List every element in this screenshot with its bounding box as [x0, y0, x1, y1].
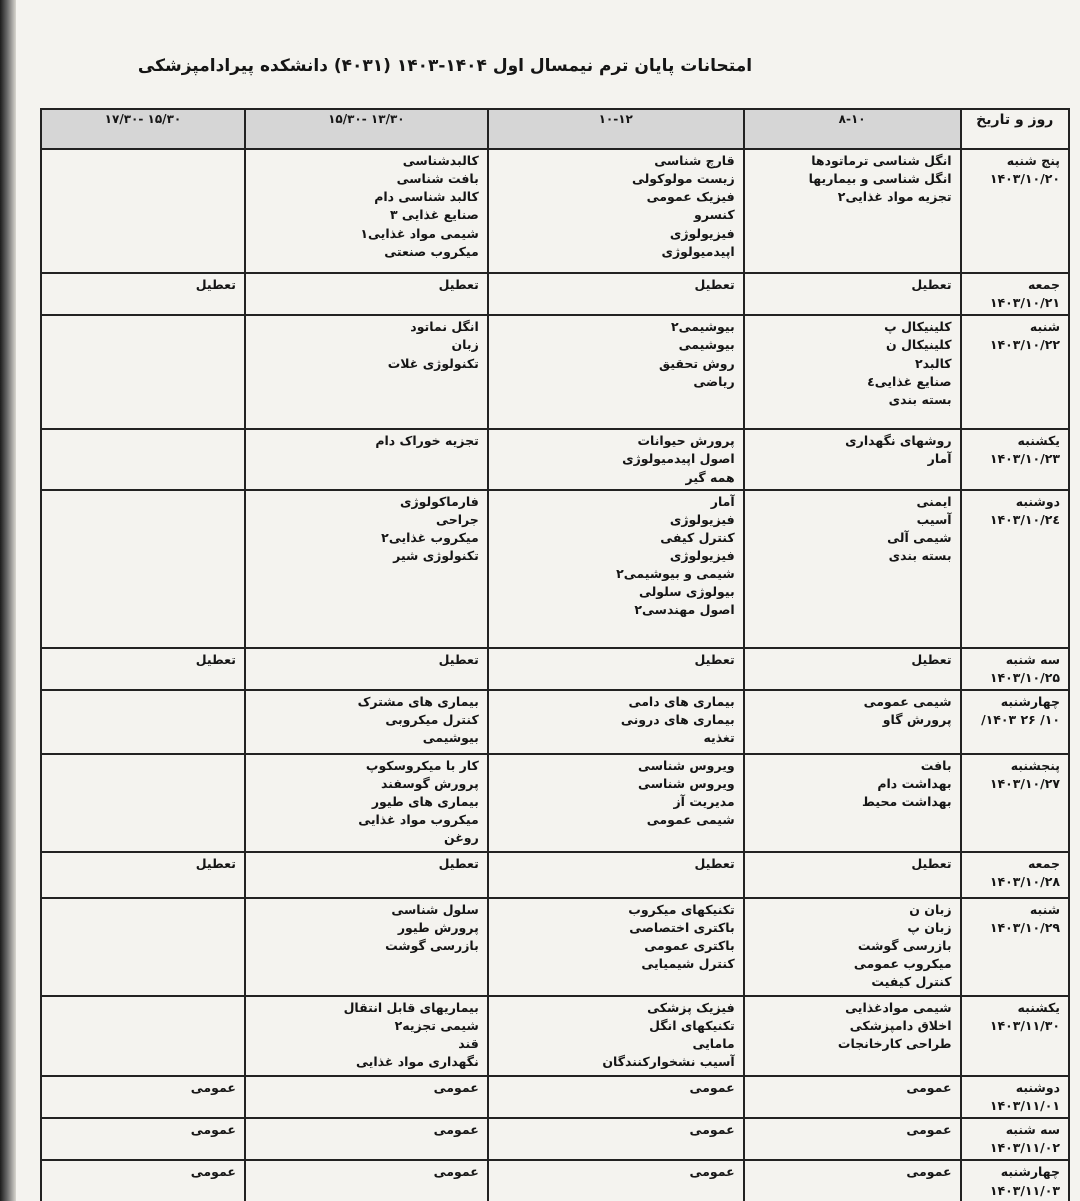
- slot-3-cell: [245, 754, 488, 852]
- slot-4-cell: [41, 754, 245, 852]
- table-row: [41, 852, 1069, 898]
- course-entry: بیماری های درونی: [620, 712, 735, 727]
- course-entry: آسیب: [916, 511, 952, 527]
- slot-2-cell: [488, 490, 744, 648]
- slot-2-cell: [488, 315, 744, 429]
- slot-4-cell: [41, 490, 245, 648]
- course-entry: انگل شناسی و بیماریها: [808, 171, 952, 187]
- course-entry: عمومی: [906, 1164, 952, 1180]
- slot-3-cell: [245, 1118, 488, 1160]
- course-entry: زیست مولوکولی: [631, 171, 735, 187]
- slot-4-cell: [41, 149, 245, 273]
- course-entry: تعطیل: [911, 277, 952, 292]
- course-entry: بیولوژی سلولی: [638, 584, 735, 600]
- slot-1-cell: [744, 1160, 961, 1201]
- day-name: دوشنبه: [1015, 493, 1060, 509]
- course-entry: ویروس شناسی: [638, 776, 735, 791]
- course-entry: فیزیک عمومی: [646, 189, 735, 205]
- slot-2-cell: [488, 273, 744, 315]
- course-entry: همه گیر: [685, 469, 735, 485]
- slot-2-cell: [488, 996, 744, 1076]
- course-entry: پرورش حیوانات: [637, 433, 735, 449]
- day-date-cell: [961, 149, 1069, 273]
- schedule-body: [41, 149, 1069, 1201]
- table-row: [41, 429, 1069, 489]
- course-entry: فیزیولوژی: [669, 548, 735, 563]
- slot-1-cell: [744, 648, 961, 690]
- course-entry: نگهداری مواد غذایی: [356, 1054, 479, 1070]
- course-entry: شیمی آلی: [887, 529, 952, 545]
- exam-date: ۱۰/ ۲۶ ۱۴۰۳/: [981, 712, 1060, 727]
- course-entry: شیمی موادغذایی: [845, 999, 952, 1015]
- exam-date: ۱۴۰۳/۱۰/۲۱: [989, 295, 1060, 311]
- day-name: یکشنبه: [1017, 999, 1060, 1015]
- table-row: [41, 315, 1069, 429]
- course-entry: پرورش گوسفند: [381, 776, 479, 791]
- day-date-cell: [961, 690, 1069, 754]
- course-entry: بیماری های مشترک: [357, 693, 479, 709]
- exam-date: ۱۴۰۳/۱۰/۲۷: [989, 776, 1060, 791]
- course-entry: کالبد۲: [914, 355, 952, 371]
- course-entry: عمومی: [689, 1122, 735, 1138]
- course-entry: بسته بندی: [888, 548, 952, 563]
- course-entry: بیوشیمی: [422, 730, 479, 746]
- course-entry: کنسرو: [694, 207, 735, 223]
- course-entry: کنترل کیفی: [660, 529, 735, 545]
- course-entry: انگل شناسی ترماتودها: [811, 153, 952, 168]
- course-entry: تکنیکهای انگل: [649, 1018, 735, 1033]
- course-entry: میکروب غذایی۲: [381, 529, 479, 545]
- course-entry: بافت: [920, 757, 952, 773]
- course-entry: کالبدشناسی: [402, 153, 479, 168]
- header-slot-1: ۸-۱۰: [744, 109, 961, 149]
- course-entry: تعطیل: [694, 651, 735, 667]
- course-entry: صنایع غذایی ۳: [389, 207, 479, 223]
- course-entry: کلینیکال ن: [886, 337, 952, 353]
- course-entry: آمار: [927, 451, 952, 467]
- table-row: [41, 690, 1069, 754]
- slot-4-cell: [41, 690, 245, 754]
- table-row: [41, 996, 1069, 1076]
- course-entry: عمومی: [433, 1122, 479, 1138]
- course-entry: اخلاق دامپزشکی: [849, 1018, 952, 1033]
- slot-3-cell: [245, 648, 488, 690]
- table-row: [41, 898, 1069, 996]
- course-entry: کالبد شناسی دام: [374, 189, 479, 205]
- course-entry: فیزیولوژی: [669, 225, 735, 241]
- course-entry: شیمی مواد غذایی۱: [360, 225, 479, 241]
- page-title: امتحانات پایان ترم نیمسال اول ۱۴۰۴-۱۴۰۳ (۴۰۳۱) دانشکده پیرادامپزشکی: [137, 56, 753, 76]
- course-entry: میکروب عمومی: [853, 956, 952, 972]
- slot-2-cell: [488, 690, 744, 754]
- course-entry: میکروب مواد غذایی: [358, 812, 479, 828]
- course-entry: زبان پ: [907, 920, 952, 935]
- course-entry: اصول مهندسی۲: [634, 602, 735, 618]
- course-entry: آمار: [710, 493, 735, 509]
- table-row: [41, 149, 1069, 273]
- course-entry: کنترل شیمیایی: [641, 956, 735, 972]
- course-entry: عمومی: [433, 1079, 479, 1095]
- day-name: چهارشنبه: [1000, 693, 1060, 709]
- course-entry: عمومی: [190, 1122, 236, 1138]
- exam-date: ۱۴۰۳/۱۱/۳۰: [989, 1018, 1060, 1033]
- course-entry: عمومی: [190, 1164, 236, 1180]
- course-entry: تعطیل: [694, 855, 735, 871]
- slot-3-cell: [245, 1076, 488, 1118]
- course-entry: تعطیل: [438, 855, 479, 871]
- slot-4-cell: [41, 1160, 245, 1201]
- course-entry: سلول شناسی: [391, 901, 479, 917]
- course-entry: فیزیولوژی: [669, 511, 735, 527]
- slot-4-cell: [41, 852, 245, 898]
- course-entry: مامایی: [692, 1036, 735, 1052]
- course-entry: فارماکولوژی: [399, 493, 479, 509]
- slot-1-cell: [744, 273, 961, 315]
- day-name: سه شنبه: [1005, 651, 1060, 667]
- table-row: [41, 1160, 1069, 1201]
- course-entry: تعطیل: [911, 651, 952, 667]
- header-slot-2: ۱۰-۱۲: [488, 109, 744, 149]
- course-entry: تعطیل: [911, 855, 952, 871]
- slot-1-cell: [744, 1118, 961, 1160]
- day-date-cell: [961, 1076, 1069, 1118]
- slot-1-cell: [744, 1076, 961, 1118]
- slot-3-cell: [245, 315, 488, 429]
- slot-1-cell: [744, 898, 961, 996]
- slot-3-cell: [245, 273, 488, 315]
- exam-date: ۱۴۰۳/۱۰/۲۳: [989, 451, 1060, 467]
- course-entry: طراحی کارخانجات: [837, 1036, 952, 1052]
- course-entry: تعطیل: [195, 855, 236, 871]
- table-row: [41, 490, 1069, 648]
- slot-3-cell: [245, 996, 488, 1076]
- exam-date: ۱۴۰۳/۱۰/۲۸: [989, 874, 1060, 889]
- course-entry: تعطیل: [694, 277, 735, 292]
- course-entry: کنترل کیفیت: [871, 974, 952, 990]
- day-date-cell: [961, 898, 1069, 996]
- page-edge-shadow: [0, 0, 16, 1201]
- course-entry: کلینیکال پ: [884, 319, 952, 335]
- day-name: شنبه: [1029, 901, 1060, 917]
- course-entry: زبان ن: [909, 901, 952, 917]
- table-row: [41, 1076, 1069, 1118]
- course-entry: انگل نماتود: [410, 319, 479, 335]
- exam-date: ۱۴۰۳/۱۰/۲۹: [989, 920, 1060, 935]
- course-entry: عمومی: [906, 1122, 952, 1138]
- course-entry: باکتری عمومی: [644, 938, 735, 954]
- course-entry: روشهای نگهداری: [845, 433, 952, 449]
- exam-date: ۱۴۰۳/۱۱/۰۳: [989, 1182, 1060, 1198]
- day-name: دوشنبه: [1015, 1079, 1060, 1095]
- slot-4-cell: [41, 429, 245, 489]
- course-entry: تغذیه: [703, 730, 735, 746]
- slot-1-cell: [744, 315, 961, 429]
- course-entry: ایمنی: [916, 493, 952, 509]
- day-date-cell: [961, 315, 1069, 429]
- slot-3-cell: [245, 898, 488, 996]
- slot-2-cell: [488, 149, 744, 273]
- slot-3-cell: [245, 429, 488, 489]
- slot-4-cell: [41, 273, 245, 315]
- course-entry: پرورش گاو: [882, 712, 952, 727]
- table-row: [41, 1118, 1069, 1160]
- course-entry: باکتری اختصاصی: [629, 920, 735, 935]
- day-date-cell: [961, 490, 1069, 648]
- day-name: شنبه: [1029, 319, 1060, 335]
- course-entry: بازرسی گوشت: [385, 938, 479, 954]
- slot-2-cell: [488, 1118, 744, 1160]
- course-entry: فیزیک پزشکی: [647, 999, 735, 1015]
- slot-4-cell: [41, 996, 245, 1076]
- day-name: پنج شنبه: [1006, 153, 1060, 168]
- slot-1-cell: [744, 429, 961, 489]
- day-name: جمعه: [1027, 277, 1060, 292]
- slot-1-cell: [744, 754, 961, 852]
- slot-4-cell: [41, 898, 245, 996]
- course-entry: پرورش طیور: [397, 920, 479, 935]
- slot-3-cell: [245, 149, 488, 273]
- course-entry: تعطیل: [195, 277, 236, 292]
- course-entry: زبان: [451, 337, 479, 353]
- course-entry: عمومی: [689, 1164, 735, 1180]
- course-entry: اصول اپیدمیولوژی: [622, 451, 735, 467]
- slot-3-cell: [245, 690, 488, 754]
- course-entry: صنایع غذایی٤: [867, 373, 952, 389]
- course-entry: جراحی: [436, 511, 479, 527]
- course-entry: عمومی: [689, 1079, 735, 1095]
- course-entry: تجزیه خوراک دام: [375, 433, 479, 449]
- header-row: [41, 109, 1069, 149]
- slot-1-cell: [744, 996, 961, 1076]
- course-entry: تکنولوژی غلات: [387, 355, 479, 371]
- day-name: جمعه: [1027, 855, 1060, 871]
- course-entry: شیمی عمومی: [646, 812, 735, 828]
- course-entry: قند: [458, 1036, 479, 1052]
- course-entry: مدیریت آز: [673, 794, 735, 810]
- course-entry: عمومی: [906, 1079, 952, 1095]
- exam-date: ۱۴۰۳/۱۱/۰۲: [989, 1140, 1060, 1156]
- slot-3-cell: [245, 490, 488, 648]
- course-entry: بافت شناسی: [396, 171, 479, 187]
- day-date-cell: [961, 1160, 1069, 1201]
- day-name: پنجشنبه: [1010, 757, 1060, 773]
- course-entry: بیماریهای قابل انتقال: [343, 999, 479, 1015]
- exam-date: ۱۴۰۳/۱۰/۲۲: [989, 337, 1060, 353]
- day-date-cell: [961, 754, 1069, 852]
- course-entry: کنترل میکروبی: [385, 712, 479, 727]
- course-entry: تکنولوژی شیر: [393, 548, 479, 563]
- table-row: [41, 648, 1069, 690]
- course-entry: بیماری های طیور: [371, 794, 479, 810]
- exam-date: ۱۴۰۳/۱۱/۰۱: [989, 1098, 1060, 1113]
- table-row: [41, 754, 1069, 852]
- slot-2-cell: [488, 852, 744, 898]
- slot-3-cell: [245, 852, 488, 898]
- day-date-cell: [961, 648, 1069, 690]
- slot-1-cell: [744, 149, 961, 273]
- slot-4-cell: [41, 648, 245, 690]
- course-entry: تکنیکهای میکروب: [628, 901, 735, 917]
- course-entry: قارچ شناسی: [654, 153, 735, 168]
- exam-schedule-table: [40, 108, 1070, 1201]
- slot-2-cell: [488, 1076, 744, 1118]
- course-entry: بهداشت محیط: [861, 794, 952, 810]
- slot-3-cell: [245, 1160, 488, 1201]
- course-entry: بیماری های دامی: [628, 693, 735, 709]
- slot-1-cell: [744, 690, 961, 754]
- course-entry: تعطیل: [438, 277, 479, 292]
- header-slot-3: ۱۳/۳۰ -۱۵/۳۰: [245, 109, 488, 149]
- slot-4-cell: [41, 1118, 245, 1160]
- course-entry: میکروب صنعتی: [384, 243, 479, 259]
- exam-date: ۱۴۰۳/۱۰/۲۵: [989, 669, 1060, 685]
- course-entry: تعطیل: [438, 651, 479, 667]
- day-name: سه شنبه: [1005, 1122, 1060, 1138]
- day-name: یکشنبه: [1017, 433, 1060, 449]
- course-entry: شیمی تجزیه۲: [394, 1018, 479, 1033]
- slot-1-cell: [744, 852, 961, 898]
- course-entry: ویروس شناسی: [638, 757, 735, 773]
- course-entry: عمومی: [433, 1164, 479, 1180]
- course-entry: شیمی عمومی: [863, 693, 952, 709]
- day-date-cell: [961, 852, 1069, 898]
- course-entry: بیوشیمی۲: [670, 319, 735, 335]
- day-name: چهارشنبه: [1000, 1164, 1060, 1180]
- course-entry: تجزیه مواد غذایی۲: [837, 189, 952, 205]
- course-entry: بیوشیمی: [678, 337, 735, 353]
- day-date-cell: [961, 429, 1069, 489]
- slot-4-cell: [41, 1076, 245, 1118]
- slot-4-cell: [41, 315, 245, 429]
- slot-2-cell: [488, 1160, 744, 1201]
- exam-date: ۱۴۰۳/۱۰/۲۰: [989, 171, 1060, 187]
- day-date-cell: [961, 273, 1069, 315]
- course-entry: روش تحقیق: [659, 355, 735, 371]
- course-entry: بازرسی گوشت: [857, 938, 952, 954]
- course-entry: شیمی و بیوشیمی۲: [616, 566, 735, 582]
- header-day-date: روز و تاریخ: [961, 109, 1069, 149]
- slot-1-cell: [744, 490, 961, 648]
- course-entry: ریاضی: [693, 373, 735, 389]
- slot-2-cell: [488, 429, 744, 489]
- table-row: [41, 273, 1069, 315]
- day-date-cell: [961, 996, 1069, 1076]
- course-entry: اپیدمیولوژی: [661, 243, 735, 259]
- course-entry: بسته بندی: [888, 391, 952, 407]
- exam-date: ۱۴۰۳/۱۰/۲٤: [989, 511, 1060, 527]
- course-entry: کار با میکروسکوپ: [365, 757, 479, 773]
- slot-2-cell: [488, 648, 744, 690]
- header-slot-4: ۱۵/۳۰ -۱۷/۳۰: [41, 109, 245, 149]
- course-entry: بهداشت دام: [877, 776, 952, 791]
- day-date-cell: [961, 1118, 1069, 1160]
- slot-2-cell: [488, 754, 744, 852]
- course-entry: عمومی: [190, 1079, 236, 1095]
- slot-2-cell: [488, 898, 744, 996]
- course-entry: آسیب نشخوارکنندگان: [602, 1054, 735, 1070]
- course-entry: تعطیل: [195, 651, 236, 667]
- course-entry: روغن: [444, 830, 479, 846]
